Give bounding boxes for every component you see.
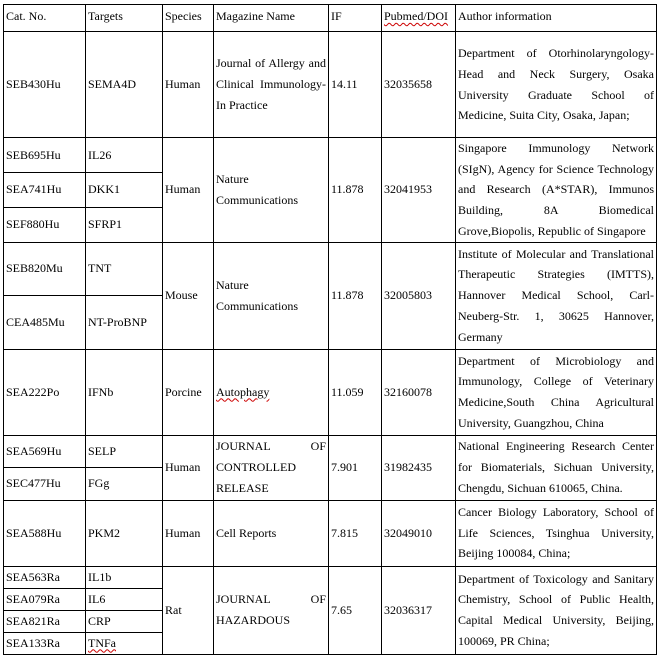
species-cell: Human: [163, 32, 214, 138]
cat-no-cell: CEA485Mu: [4, 295, 86, 349]
cat-no-cell: SEA133Ra: [4, 632, 86, 654]
pubmed-cell: 32049010: [382, 500, 456, 566]
author-info-cell: Singapore Immunology Network (SIgN), Agency for Science Technology and Research (A*STAR), Immunos Building, 8A Biomedical Grove,Biopolis, Republic of Singapore: [456, 138, 657, 243]
cat-no-cell: SEB430Hu: [4, 32, 86, 138]
header-if: IF: [329, 5, 382, 32]
magazine-cell: Journal of Allergy and Clinical Immunology-In Practice: [214, 32, 329, 138]
cat-no-cell: SEA569Hu: [4, 435, 86, 467]
target-cell: FGg: [86, 467, 163, 500]
impact-factor-cell: 7.901: [329, 435, 382, 500]
author-info-cell: Department of Toxicology and Sanitary Chemistry, School of Public Health, Capital Medical University, Beijing, 100069, PR China;: [456, 566, 657, 654]
cat-no-cell: SEF880Hu: [4, 207, 86, 242]
target-cell: TNT: [86, 242, 163, 295]
header-row: [4, 5, 657, 32]
species-cell: Rat: [163, 566, 214, 654]
cat-no-cell: SEC477Hu: [4, 467, 86, 500]
author-info-cell: Department of Microbiology and Immunology, College of Veterinary Medicine,South China Agricultural University, Guangzhou, China: [456, 349, 657, 435]
header-species: Species: [163, 5, 214, 32]
species-cell: Porcine: [163, 349, 214, 435]
table-row: [4, 242, 657, 295]
impact-factor-cell: 7.65: [329, 566, 382, 654]
pubmed-cell: 32160078: [382, 349, 456, 435]
target-cell: SEMA4D: [86, 32, 163, 138]
target-cell: IL1b: [86, 566, 163, 588]
magazine-cell: JOURNAL OF HAZARDOUS: [214, 566, 329, 654]
cat-no-cell: SEA079Ra: [4, 588, 86, 610]
target-cell: IL6: [86, 588, 163, 610]
author-info-cell: Institute of Molecular and Translational Therapeutic Strategies (IMTTS), Hannover Medical School, Carl-Neuberg-Str. 1, 30625 Hannover, Germany: [456, 242, 657, 349]
target-cell: SFRP1: [86, 207, 163, 242]
header-targets: Targets: [86, 5, 163, 32]
cat-no-cell: SEA821Ra: [4, 610, 86, 632]
target-cell: PKM2: [86, 500, 163, 566]
cat-no-cell: SEA563Ra: [4, 566, 86, 588]
target-cell: SELP: [86, 435, 163, 467]
impact-factor-cell: 11.059: [329, 349, 382, 435]
target-cell: IFNb: [86, 349, 163, 435]
impact-factor-cell: 11.878: [329, 138, 382, 243]
magazine-cell: Autophagy: [214, 349, 329, 435]
table-row: [4, 500, 657, 566]
header-cat-no: Cat. No.: [4, 5, 86, 32]
pubmed-cell: 32041953: [382, 138, 456, 243]
magazine-cell: Nature Communications: [214, 242, 329, 349]
table-row: [4, 566, 657, 588]
impact-factor-cell: 11.878: [329, 242, 382, 349]
magazine-cell: Cell Reports: [214, 500, 329, 566]
species-cell: Mouse: [163, 242, 214, 349]
cat-no-cell: SEA741Hu: [4, 172, 86, 207]
author-info-cell: National Engineering Research Center for Biomaterials, Sichuan University, Chengdu, Sichuan 610065, China.: [456, 435, 657, 500]
cat-no-cell: SEB820Mu: [4, 242, 86, 295]
impact-factor-cell: 14.11: [329, 32, 382, 138]
table-row: [4, 435, 657, 467]
cat-no-cell: SEA222Po: [4, 349, 86, 435]
table-row: [4, 349, 657, 435]
target-cell: IL26: [86, 138, 163, 173]
pubmed-cell: 32036317: [382, 566, 456, 654]
header-magazine: Magazine Name: [214, 5, 329, 32]
species-cell: Human: [163, 435, 214, 500]
author-info-cell: Cancer Biology Laboratory, School of Life Sciences, Tsinghua University, Beijing 100084, China;: [456, 500, 657, 566]
pubmed-cell: 32035658: [382, 32, 456, 138]
species-cell: Human: [163, 500, 214, 566]
cat-no-cell: SEB695Hu: [4, 138, 86, 173]
header-author: Author information: [456, 5, 657, 32]
pubmed-cell: 32005803: [382, 242, 456, 349]
table-row: [4, 138, 657, 173]
impact-factor-cell: 7.815: [329, 500, 382, 566]
species-cell: Human: [163, 138, 214, 243]
target-cell: DKK1: [86, 172, 163, 207]
table-row: [4, 32, 657, 138]
author-info-cell: Department of Otorhinolaryngology-Head and Neck Surgery, Osaka University Graduate School of Medicine, Suita City, Osaka, Japan;: [456, 32, 657, 138]
pubmed-cell: 31982435: [382, 435, 456, 500]
magazine-cell: Nature Communications: [214, 138, 329, 243]
magazine-cell: JOURNAL OF CONTROLLED RELEASE: [214, 435, 329, 500]
header-pubmed: Pubmed/DOI: [382, 5, 456, 32]
target-cell: NT-ProBNP: [86, 295, 163, 349]
target-cell: TNFa: [86, 632, 163, 654]
cat-no-cell: SEA588Hu: [4, 500, 86, 566]
target-cell: CRP: [86, 610, 163, 632]
citations-table: [3, 4, 657, 655]
